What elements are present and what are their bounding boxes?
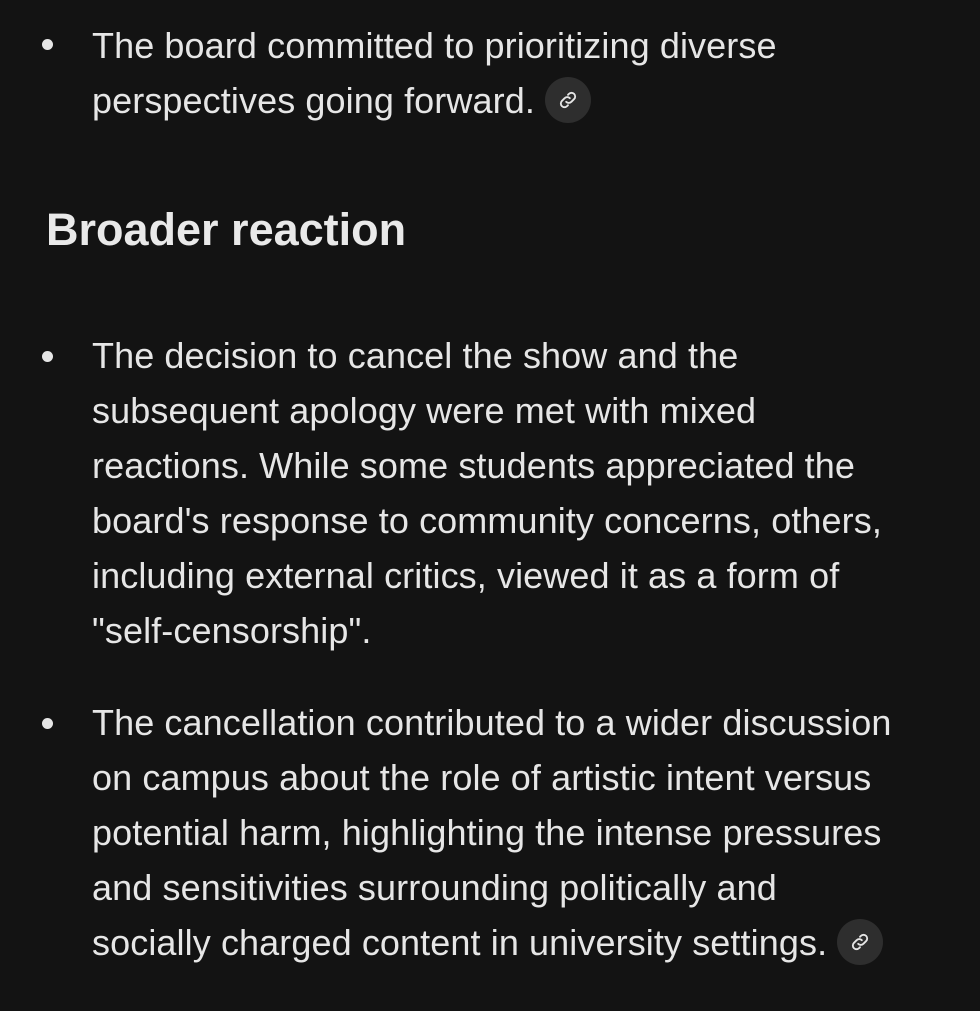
source-link-button[interactable] xyxy=(837,919,883,965)
bullet-dot xyxy=(42,718,53,729)
section-heading: Broader reaction xyxy=(46,204,407,255)
text-line-content: socially charged content in university settings. xyxy=(92,922,828,963)
bullet-dot xyxy=(42,39,53,50)
list-item-text xyxy=(92,18,942,128)
text-line: potential harm, highlighting the intense pressures xyxy=(92,812,882,853)
link-icon xyxy=(849,931,871,953)
text-line xyxy=(92,915,942,970)
bullet-dot xyxy=(42,351,53,362)
list-item-text xyxy=(92,695,942,970)
text-line: subsequent apology were met with mixed xyxy=(92,390,757,431)
text-line: board's response to community concerns, others, xyxy=(92,500,882,541)
text-line: on campus about the role of artistic intent versus xyxy=(92,757,872,798)
list-item-text xyxy=(92,328,942,658)
link-icon xyxy=(557,89,579,111)
text-line: The cancellation contributed to a wider discussion xyxy=(92,702,892,743)
text-line-content: perspectives going forward. xyxy=(92,80,535,121)
text-line: and sensitivities surrounding politically and xyxy=(92,867,777,908)
text-line xyxy=(92,73,942,128)
text-line: reactions. While some students appreciated the xyxy=(92,445,856,486)
text-line: The decision to cancel the show and the xyxy=(92,335,739,376)
text-line: The board committed to prioritizing diverse xyxy=(92,25,777,66)
text-line: "self-censorship". xyxy=(92,610,372,651)
text-line: including external critics, viewed it as a form of xyxy=(92,555,840,596)
source-link-button[interactable] xyxy=(545,77,591,123)
